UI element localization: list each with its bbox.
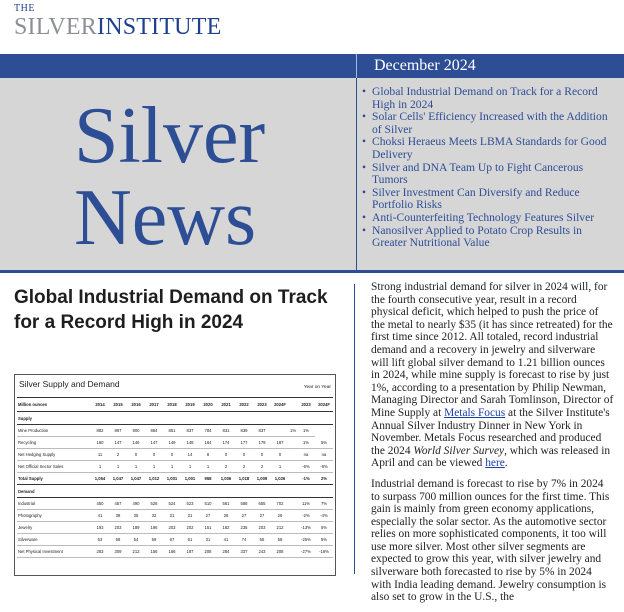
- table-unit-label: Year on Year: [303, 385, 331, 390]
- bullet-icon: •: [362, 185, 367, 199]
- row-label: Supply: [17, 412, 333, 425]
- table-cell: 174: [217, 437, 235, 449]
- table-cell: 897: [109, 425, 127, 437]
- table-cell: 27: [253, 510, 271, 522]
- table-cell: 11%: [297, 498, 315, 510]
- table-cell: 8: [199, 449, 217, 461]
- table-cell: 490: [127, 498, 145, 510]
- table-cell: 1: [91, 461, 109, 473]
- table-cell: 2015: [109, 398, 127, 412]
- table-cell: 74: [235, 534, 253, 546]
- table-cell: 149: [163, 437, 181, 449]
- table-row: [17, 425, 333, 437]
- table-cell: 900: [127, 425, 145, 437]
- bullet-icon: •: [362, 110, 367, 124]
- row-label: Million ounces: [17, 398, 91, 412]
- table-cell: 5%: [315, 522, 333, 534]
- table-row: [17, 546, 333, 558]
- table-cell: 31: [181, 510, 199, 522]
- table-row: [17, 522, 333, 534]
- logo-brand-institute: INSTITUTE: [97, 14, 222, 40]
- table-cell: -2%: [297, 510, 315, 522]
- table-cell: 2024F: [315, 398, 333, 412]
- silver-institute-logo: [14, 4, 221, 40]
- newsletter-title-news: News: [74, 174, 257, 262]
- row-label: Photography: [17, 510, 91, 522]
- table-cell: 235: [235, 522, 253, 534]
- table-cell: 160: [91, 437, 109, 449]
- table-cell: 1: [271, 461, 289, 473]
- banner-divider: [356, 54, 357, 271]
- table-cell: 59: [145, 534, 163, 546]
- table-cell: 27: [235, 510, 253, 522]
- table-cell: 187: [271, 437, 289, 449]
- article-paragraph-2: Industrial demand is forecast to rise by 7% in 2024 to surpass 700 million ounces for the first time. This gain is mainly from green economy applications, especially the solar sector. As the automotive sector relies on more sophisticated components, it too will use more silver. Most other silver segments are expected to grow this year, with silver jewelry and silverware both forecasted to rise by 5% in 2024 with India leading demand. Jewelry consumption is also set to grow in the U.S., the: [371, 477, 610, 604]
- table-cell: 1,018: [235, 473, 253, 485]
- table-cell: 166: [163, 546, 181, 558]
- table-cell: 27: [199, 510, 217, 522]
- table-cell: -9%: [315, 461, 333, 473]
- banner-bottom-rule: [0, 270, 624, 273]
- table-cell: 2021: [217, 398, 235, 412]
- table-row: [17, 449, 333, 461]
- table-cell: 283: [91, 546, 109, 558]
- table-cell: 1: [181, 461, 199, 473]
- article-body: [371, 281, 614, 612]
- toc-item[interactable]: • Solar Cells' Efficiency Increased with the Addition of Silver: [362, 110, 608, 136]
- table-cell: na: [297, 449, 315, 461]
- logo-brand: [14, 14, 221, 40]
- banner-top-band: [0, 54, 624, 78]
- table-cell: 1,047: [127, 473, 145, 485]
- bullet-icon: •: [362, 210, 367, 224]
- spacer-cell: [289, 522, 297, 534]
- table-row: [17, 510, 333, 522]
- metals-focus-link[interactable]: Metals Focus: [444, 406, 506, 419]
- column-divider: [354, 284, 355, 574]
- table-cell: 851: [163, 425, 181, 437]
- row-label: Jewelry: [17, 522, 91, 534]
- table-cell: 53: [91, 534, 109, 546]
- table-cell: 0: [163, 449, 181, 461]
- table-cell: 1,001: [181, 473, 199, 485]
- table-cell: 1,001: [163, 473, 181, 485]
- spacer-cell: [289, 398, 297, 412]
- table-cell: 1,009: [253, 473, 271, 485]
- table-cell: -25%: [297, 534, 315, 546]
- table-cell: 187: [181, 546, 199, 558]
- article-paragraph-1: Strong industrial demand for silver in 2024 will, for the fourth consecutive year, result in a record physical deficit, which helped to push the price of the metal to nearly $35 (it has since retreated) for the first time since 2012. All totaled, record industrial demand and a recovery in jewelry and silverware will lift global silver demand to 1.21 billion ounces in 2024, while mine supply is forecast to rise by just 1%, according to a presentation by Philip Newman, Managing Director and Sarah Tomlinson, Director of Mine Supply at Metals Focus at the Silver Institute's Annual Silver Industry Dinner in New York in November. Metals Focus researched and produced the 2024 World Silver Survey, which was released in April and can be viewed here.: [371, 281, 614, 470]
- table-cell: 0: [217, 449, 235, 461]
- table-cell: 839: [235, 425, 253, 437]
- table-cell: 831: [217, 425, 235, 437]
- table-cell: 2023: [297, 398, 315, 412]
- table-cell: 156: [145, 546, 163, 558]
- table-cell: 147: [109, 437, 127, 449]
- table-cell: 0: [253, 449, 271, 461]
- toc-item[interactable]: • Nanosilver Applied to Potato Crop Results in Greater Nutritional Value: [362, 223, 582, 250]
- table-cell: 5%: [315, 437, 333, 449]
- table-cell: 189: [127, 522, 145, 534]
- spacer-cell: [271, 425, 289, 437]
- table-cell: 2020: [199, 398, 217, 412]
- table-cell: 7%: [315, 498, 333, 510]
- table-cell: 1,047: [109, 473, 127, 485]
- spacer-cell: [289, 473, 297, 485]
- table-cell: 2017: [145, 398, 163, 412]
- newsletter-banner: [0, 54, 624, 271]
- table-row: [17, 498, 333, 510]
- table-cell: 0: [145, 449, 163, 461]
- table-cell: 2: [109, 449, 127, 461]
- table-cell: 11: [91, 449, 109, 461]
- table-cell: na: [315, 449, 333, 461]
- table-cell: 203: [253, 522, 271, 534]
- logo-brand-silver: SILVER: [14, 14, 97, 40]
- table-cell: 2014: [91, 398, 109, 412]
- table-cell: -16%: [315, 546, 333, 558]
- table-cell: 182: [217, 522, 235, 534]
- table-cell: 1%: [297, 425, 315, 437]
- table-cell: 2018: [163, 398, 181, 412]
- spacer-cell: [289, 510, 297, 522]
- article-headline: Global Industrial Demand on Track for a Record High in 2024: [14, 287, 328, 333]
- table-header-row: [17, 398, 333, 412]
- table-cell: 0: [127, 449, 145, 461]
- table-cell: 5%: [315, 534, 333, 546]
- report-title: World Silver Survey: [413, 444, 505, 457]
- table-cell: 151: [199, 522, 217, 534]
- table-cell: 337: [235, 546, 253, 558]
- section-row-supply: [17, 412, 333, 425]
- table-cell: 28: [217, 510, 235, 522]
- table-cell: 1: [163, 461, 181, 473]
- banner-divider-band: [356, 54, 357, 78]
- table-row: [17, 461, 333, 473]
- table-cell: 837: [253, 425, 271, 437]
- table-cell: 1,026: [271, 473, 289, 485]
- table-cell: 1,012: [145, 473, 163, 485]
- newsletter-title-silver: Silver: [74, 92, 266, 180]
- toc-item[interactable]: • Anti-Counterfeiting Technology Features Silver: [362, 210, 595, 224]
- row-label: Net Hedging Supply: [17, 449, 91, 461]
- table-title: Silver Supply and Demand: [19, 379, 120, 389]
- row-label: Demand: [17, 485, 333, 498]
- table-cell: -4%: [315, 510, 333, 522]
- row-label: Industrial: [17, 498, 91, 510]
- table-cell: 561: [217, 498, 235, 510]
- table-cell: 193: [91, 522, 109, 534]
- table-cell: 212: [271, 522, 289, 534]
- table-cell: 31: [199, 534, 217, 546]
- table-cell: 0: [271, 449, 289, 461]
- table-cell: 196: [145, 522, 163, 534]
- spacer-cell: [289, 449, 297, 461]
- table-cell: 31: [163, 510, 181, 522]
- table-cell: 41: [217, 534, 235, 546]
- table-cell: 0: [235, 449, 253, 461]
- table-cell: 1: [127, 461, 145, 473]
- table-cell: 38: [109, 510, 127, 522]
- table-cell: 958: [199, 473, 217, 485]
- table-cell: 524: [163, 498, 181, 510]
- table-row: [17, 534, 333, 546]
- table-cell: 457: [109, 498, 127, 510]
- table-cell: 41: [91, 510, 109, 522]
- table-cell: -1%: [297, 473, 315, 485]
- bullet-icon: •: [362, 85, 367, 98]
- toc-item[interactable]: • Choksi Heraeus Meets LBMA Standards for Good Delivery: [362, 135, 607, 161]
- table-cell: 450: [91, 498, 109, 510]
- table-cell: 1%: [289, 425, 297, 437]
- table-cell: 284: [217, 546, 235, 558]
- bullet-icon: •: [362, 135, 367, 149]
- report-here-link[interactable]: here: [485, 457, 505, 470]
- table-cell: 702: [271, 498, 289, 510]
- row-label: Mine Production: [17, 425, 91, 437]
- table-cell: 837: [181, 425, 199, 437]
- table-cell: 2024F: [271, 398, 289, 412]
- row-label: Net Official Sector Sales: [17, 461, 91, 473]
- table-cell: 146: [127, 437, 145, 449]
- table-cell: 2: [217, 461, 235, 473]
- table-cell: 784: [199, 425, 217, 437]
- table-cell: 58: [271, 534, 289, 546]
- table-cell: 179: [253, 437, 271, 449]
- table-cell: 67: [163, 534, 181, 546]
- table-cell: 523: [181, 498, 199, 510]
- row-label: Silverware: [17, 534, 91, 546]
- table-cell: 2023: [253, 398, 271, 412]
- table-cell: 14: [181, 449, 199, 461]
- table-cell: 147: [145, 437, 163, 449]
- table-cell: 655: [253, 498, 271, 510]
- table-cell: 32: [145, 510, 163, 522]
- row-label: Net Physical Investment: [17, 546, 91, 558]
- table-cell: -13%: [297, 522, 315, 534]
- table-cell: 2022: [235, 398, 253, 412]
- bullet-icon: •: [362, 160, 367, 174]
- supply-demand-table: [14, 374, 336, 576]
- table-cell: 203: [163, 522, 181, 534]
- table-cell: 208: [271, 546, 289, 558]
- table-cell: 202: [181, 522, 199, 534]
- table-cell: 208: [199, 546, 217, 558]
- table-cell: 2: [253, 461, 271, 473]
- toc-item[interactable]: • Silver and DNA Team Up to Fight Cancerous Tumors: [362, 160, 584, 187]
- table-cell: -6%: [297, 461, 315, 473]
- row-label: Total Supply: [17, 473, 91, 485]
- total-supply-row: [17, 473, 333, 485]
- table-cell: 54: [127, 534, 145, 546]
- table-cell: 2016: [127, 398, 145, 412]
- toc-item[interactable]: • Global Industrial Demand on Track for a Record High in 2024: [362, 85, 598, 111]
- spacer-cell: [289, 546, 297, 558]
- table-cell: 26: [271, 510, 289, 522]
- table-cell: 588: [235, 498, 253, 510]
- table-cell: 1,006: [217, 473, 235, 485]
- bullet-icon: •: [362, 223, 367, 237]
- section-row-demand: [17, 485, 333, 498]
- table-cell: 177: [235, 437, 253, 449]
- table-row: [17, 437, 333, 449]
- table-cell: 510: [199, 498, 217, 510]
- row-label: Recycling: [17, 437, 91, 449]
- table-cell: 864: [145, 425, 163, 437]
- table-cell: 1: [199, 461, 217, 473]
- issue-date: December 2024: [374, 57, 476, 74]
- table-cell: 1: [145, 461, 163, 473]
- table-cell: 526: [145, 498, 163, 510]
- table-cell: 55: [253, 534, 271, 546]
- table-cell: 164: [199, 437, 217, 449]
- table-cell: 2: [235, 461, 253, 473]
- spacer-cell: [289, 498, 297, 510]
- table-cell: -27%: [297, 546, 315, 558]
- table-cell: 1: [109, 461, 127, 473]
- table-of-contents: [362, 86, 618, 250]
- table-cell: 1,054: [91, 473, 109, 485]
- table-cell: 2019: [181, 398, 199, 412]
- table-cell: 203: [109, 522, 127, 534]
- spacer-cell: [289, 534, 297, 546]
- table-cell: 213: [127, 546, 145, 558]
- table-cell: 243: [253, 546, 271, 558]
- table-cell: 1%: [297, 437, 315, 449]
- toc-item[interactable]: • Silver Investment Can Diversify and Reduce Portfolio Risks: [362, 185, 580, 212]
- logo-the: THE: [14, 3, 35, 14]
- table-cell: 61: [181, 534, 199, 546]
- table-cell: 882: [91, 425, 109, 437]
- table-cell: 2%: [315, 473, 333, 485]
- spacer-cell: [289, 461, 297, 473]
- table-cell: 35: [127, 510, 145, 522]
- table-grid: [17, 397, 333, 558]
- table-cell: 309: [109, 546, 127, 558]
- table-cell: 148: [181, 437, 199, 449]
- table-cell: 58: [109, 534, 127, 546]
- spacer-cell: [289, 437, 297, 449]
